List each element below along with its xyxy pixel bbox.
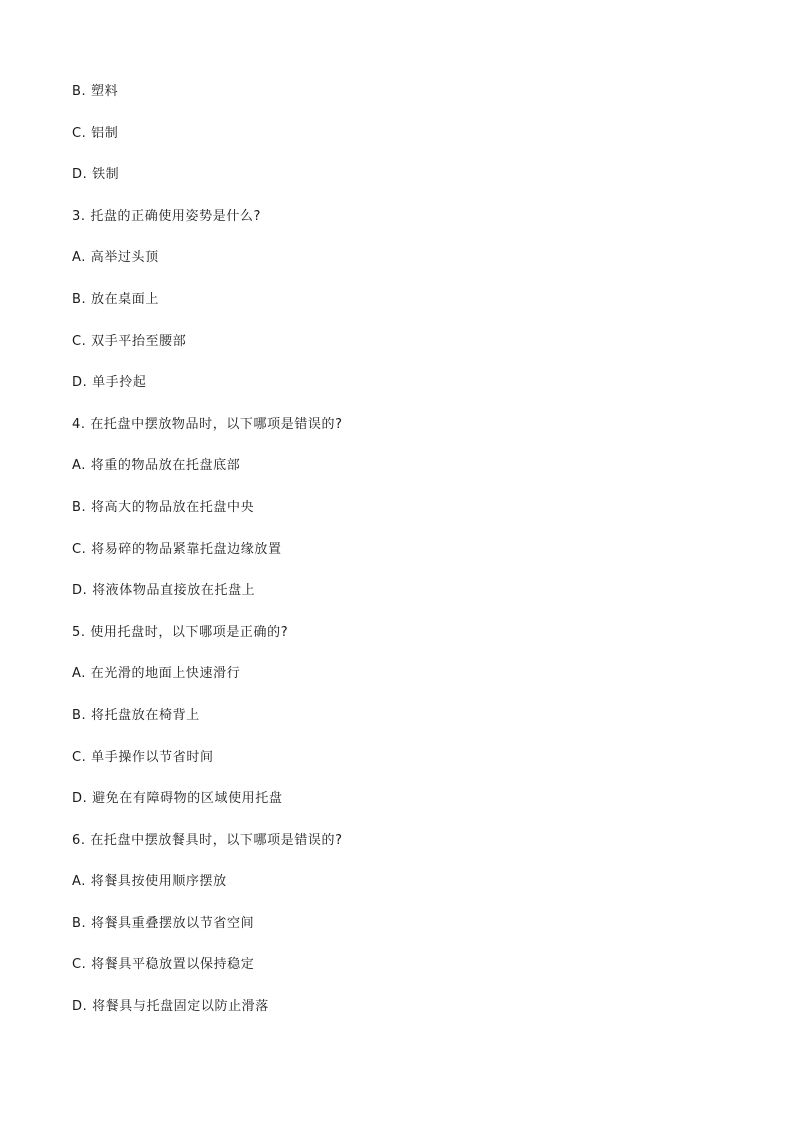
option-line: C. 双手平抬至腰部 — [72, 333, 187, 349]
option-line: A. 将重的物品放在托盘底部 — [72, 458, 241, 474]
option-line: B. 将高大的物品放在托盘中央 — [72, 499, 255, 515]
option-line: B. 将餐具重叠摆放以节省空间 — [72, 915, 255, 931]
option-line: C. 将餐具平稳放置以保持稳定 — [72, 957, 255, 973]
option-line: B. 将托盘放在椅背上 — [72, 707, 200, 723]
option-line: D. 单手拎起 — [72, 375, 147, 391]
question-line: 3. 托盘的正确使用姿势是什么? — [72, 208, 262, 224]
option-line: C. 铝制 — [72, 125, 119, 141]
option-line: B. 塑料 — [72, 84, 119, 99]
option-line: D. 将液体物品直接放在托盘上 — [72, 583, 256, 599]
option-line: A. 在光滑的地面上快速滑行 — [72, 666, 241, 682]
option-line: D. 将餐具与托盘固定以防止滑落 — [72, 999, 269, 1015]
option-line: B. 放在桌面上 — [72, 291, 159, 307]
question-line: 5. 使用托盘时，以下哪项是正确的? — [72, 624, 289, 640]
option-line: D. 避免在有障碍物的区域使用托盘 — [72, 791, 283, 807]
option-line: A. 将餐具按使用顺序摆放 — [72, 874, 227, 890]
option-line: C. 将易碎的物品紧靠托盘边缘放置 — [72, 541, 282, 557]
question-line: 6. 在托盘中摆放餐具时，以下哪项是错误的? — [72, 832, 343, 848]
option-line: D. 铁制 — [72, 167, 120, 183]
question-line: 4. 在托盘中摆放物品时，以下哪项是错误的? — [72, 416, 343, 432]
option-line: A. 高举过头顶 — [72, 250, 159, 266]
question-list — [72, 82, 752, 1039]
option-line: C. 单手操作以节省时间 — [72, 749, 214, 765]
